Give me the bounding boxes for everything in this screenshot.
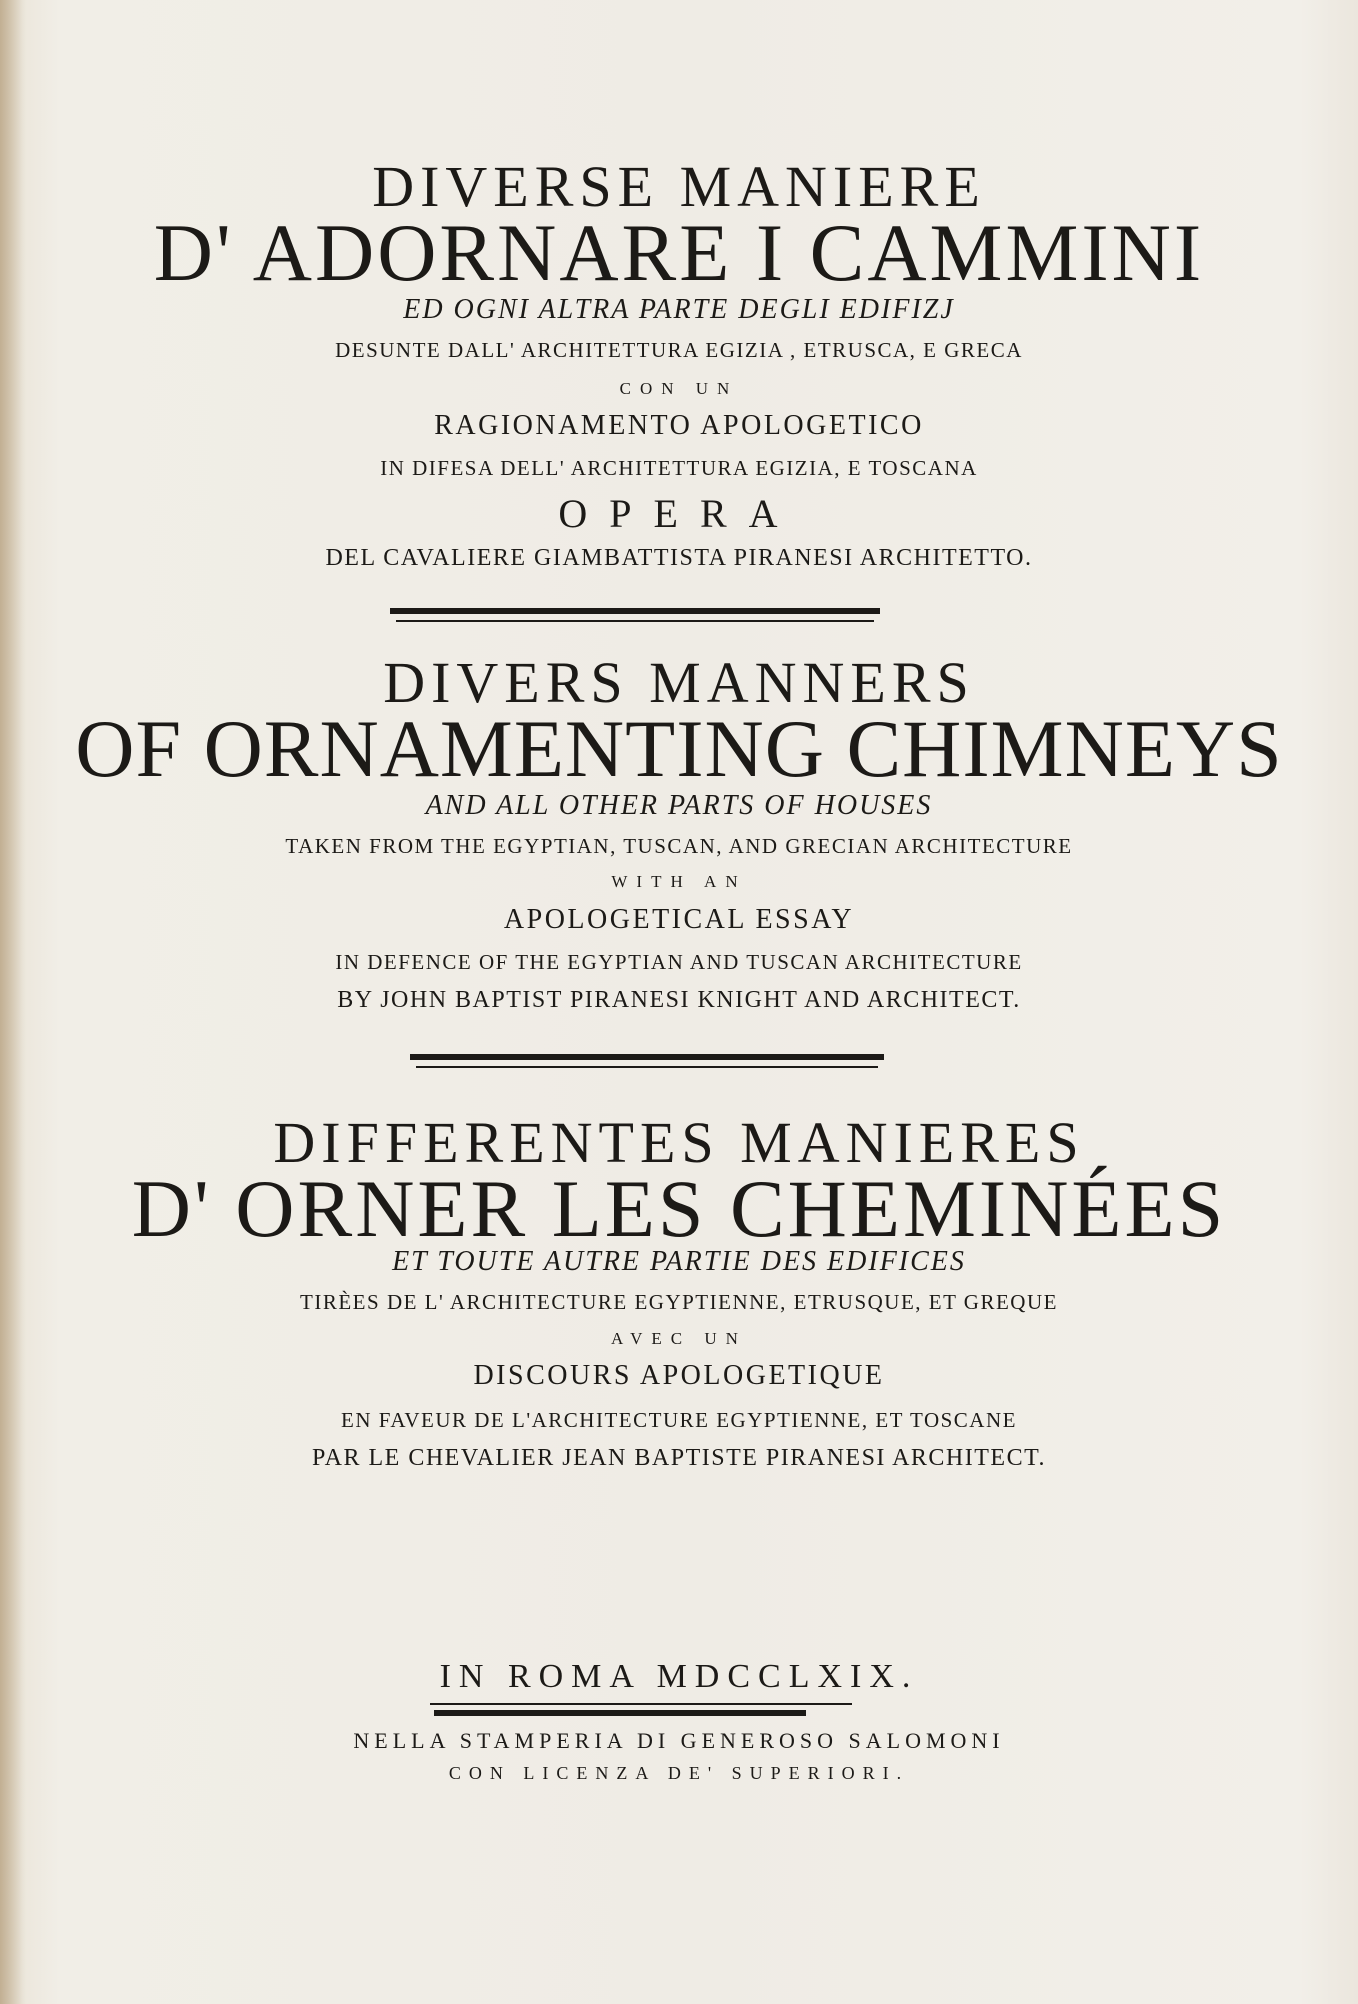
italian-essay: RAGIONAMENTO APOLOGETICO [434, 410, 924, 441]
imprint-rule-thin [430, 1703, 852, 1705]
english-sources: TAKEN FROM THE EGYPTIAN, TUSCAN, AND GRECIAN ARCHITECTURE [285, 834, 1073, 858]
imprint-rule [434, 1710, 806, 1716]
french-subtitle: ET TOUTE AUTRE PARTIE DES EDIFICES [392, 1246, 966, 1277]
italian-defence: IN DIFESA DELL' ARCHITETTURA EGIZIA, E TOSCANA [380, 456, 978, 480]
english-title-line1: DIVERS MANNERS [383, 650, 975, 715]
divider-rule-2 [410, 1054, 884, 1060]
italian-opera: OPERA [558, 491, 800, 536]
french-title-line2: D' ORNER LES CHEMINÉES [131, 1163, 1227, 1254]
french-title-line1: DIFFERENTES MANIERES [273, 1110, 1085, 1175]
divider-rule-1 [390, 608, 880, 614]
english-title-line2: OF ORNAMENTING CHIMNEYS [75, 703, 1283, 794]
imprint-printer: NELLA STAMPERIA DI GENEROSO SALOMONI [353, 1728, 1005, 1753]
english-subtitle: AND ALL OTHER PARTS OF HOUSES [425, 790, 933, 821]
italian-title-line1: DIVERSE MANIERE [372, 154, 986, 219]
italian-title-line2: D' ADORNARE I CAMMINI [153, 207, 1205, 298]
english-defence: IN DEFENCE OF THE EGYPTIAN AND TUSCAN ARCHITECTURE [335, 950, 1023, 974]
divider-rule-2-thin [416, 1066, 878, 1068]
french-sources: TIRÈES DE L' ARCHITECTURE EGYPTIENNE, ETRUSQUE, ET GREQUE [300, 1290, 1058, 1314]
divider-rule-1-thin [396, 620, 874, 622]
imprint-license: CON LICENZA DE' SUPERIORI. [448, 1763, 910, 1783]
italian-author: DEL CAVALIERE GIAMBATTISTA PIRANESI ARCHITETTO. [325, 545, 1033, 571]
italian-sources: DESUNTE DALL' ARCHITETTURA EGIZIA , ETRUSCA, E GRECA [335, 338, 1023, 362]
english-with-an: WITH AN [611, 872, 747, 891]
french-defence: EN FAVEUR DE L'ARCHITECTURE EGYPTIENNE, ET TOSCANE [341, 1408, 1017, 1432]
french-avec-un: AVEC UN [611, 1329, 747, 1348]
french-essay: DISCOURS APOLOGETIQUE [473, 1360, 885, 1391]
english-essay: APOLOGETICAL ESSAY [503, 904, 855, 935]
imprint-place-date: IN ROMA MDCCLXIX. [439, 1658, 919, 1695]
english-author: BY JOHN BAPTIST PIRANESI KNIGHT AND ARCHITECT. [337, 987, 1021, 1013]
italian-subtitle: ED OGNI ALTRA PARTE DEGLI EDIFIZJ [403, 294, 955, 325]
italian-con-un: CON UN [619, 379, 739, 398]
french-author: PAR LE CHEVALIER JEAN BAPTISTE PIRANESI ARCHITECT. [312, 1445, 1046, 1471]
